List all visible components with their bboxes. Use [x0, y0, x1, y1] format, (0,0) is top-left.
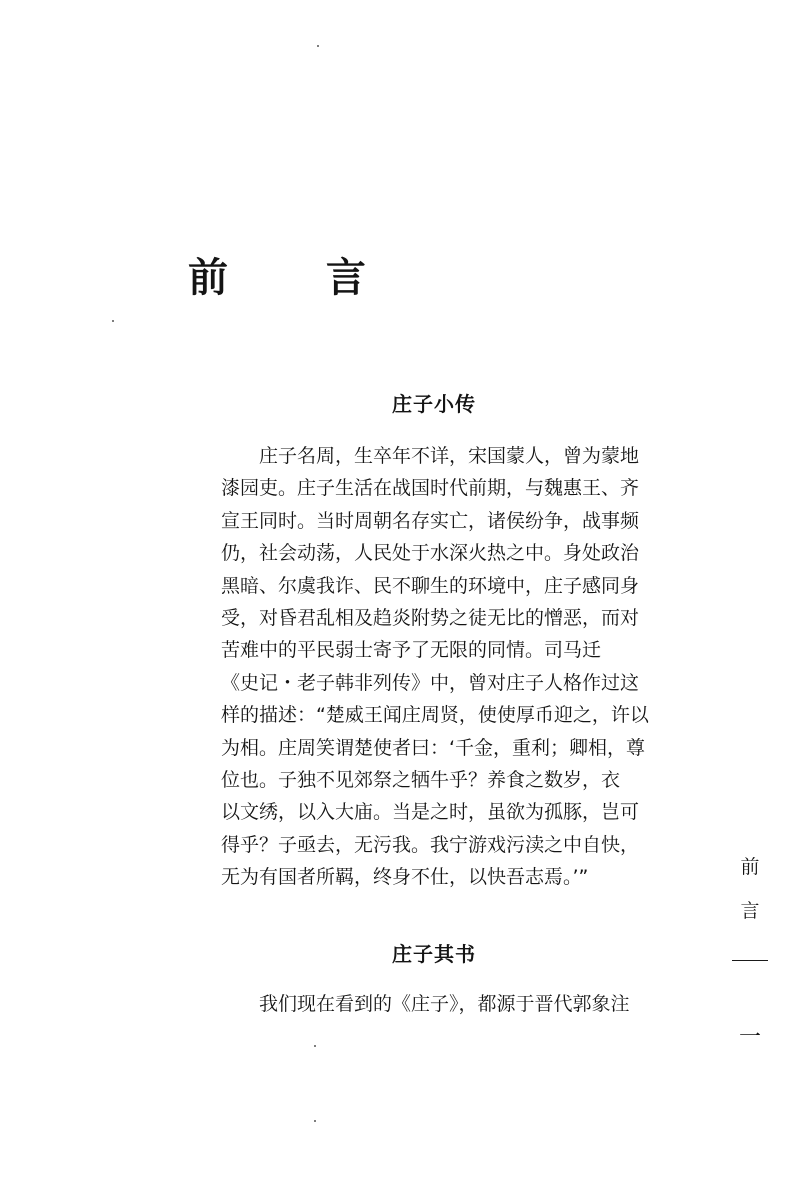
- text-line: 苦难中的平民弱士寄予了无限的同情。司马迁: [221, 639, 602, 662]
- paragraph: [221, 988, 651, 1020]
- text-line: 我们现在看到的《庄子》，都源于晋代郭象注: [259, 993, 630, 1015]
- running-head-char: 前: [740, 856, 760, 878]
- section-heading-biography: 庄子小传: [392, 392, 476, 416]
- running-head-rule: [732, 960, 768, 961]
- book-paragraph: [221, 988, 651, 1020]
- text-line: 受，对昏君乱相及趋炎附势之徒无比的憎恶，而对: [221, 607, 640, 630]
- text-line: 庄子名周，生卒年不详，宋国蒙人，曾为蒙地: [259, 445, 640, 467]
- running-head-char: 言: [740, 900, 760, 922]
- section-heading-the-book: 庄子其书: [392, 942, 476, 966]
- page-number: 一: [738, 1025, 761, 1050]
- text-line: 《史记・老子韩非列传》中，曾对庄子人格作过这: [221, 671, 640, 694]
- scan-speck: [317, 45, 319, 47]
- text-line: 得乎？子亟去，无污我。我宁游戏污渎之中自快，: [221, 833, 640, 856]
- chapter-title: 前 言: [188, 254, 408, 301]
- text-line: 以文绣，以入大庙。当是之时，虽欲为孤豚，岂可: [221, 801, 640, 824]
- text-line: 无为有国者所羁，终身不仕，以快吾志焉。’”: [221, 866, 589, 889]
- text-line: 位也。子独不见郊祭之牺牛乎？养食之数岁，衣: [221, 769, 621, 792]
- text-line: 漆园吏。庄子生活在战国时代前期，与魏惠王、齐: [221, 477, 640, 500]
- scan-speck: [314, 1120, 316, 1122]
- text-line: 仍，社会动荡，人民处于水深火热之中。身处政治: [221, 542, 640, 565]
- scan-speck: [314, 1045, 316, 1047]
- biography-paragraph: [221, 440, 651, 894]
- text-line: 宣王同时。当时周朝名存实亡，诸侯纷争，战事频: [221, 509, 640, 532]
- paragraph: [221, 440, 651, 894]
- scan-speck: [112, 320, 114, 322]
- text-line: 黑暗、尔虞我诈、民不聊生的环境中，庄子感同身: [221, 574, 640, 597]
- text-line: 为相。庄周笑谓楚使者曰：‘千金，重利；卿相，尊: [221, 736, 646, 759]
- text-line: 样的描述：“楚威王闻庄周贤，使使厚币迎之，许以: [221, 704, 649, 727]
